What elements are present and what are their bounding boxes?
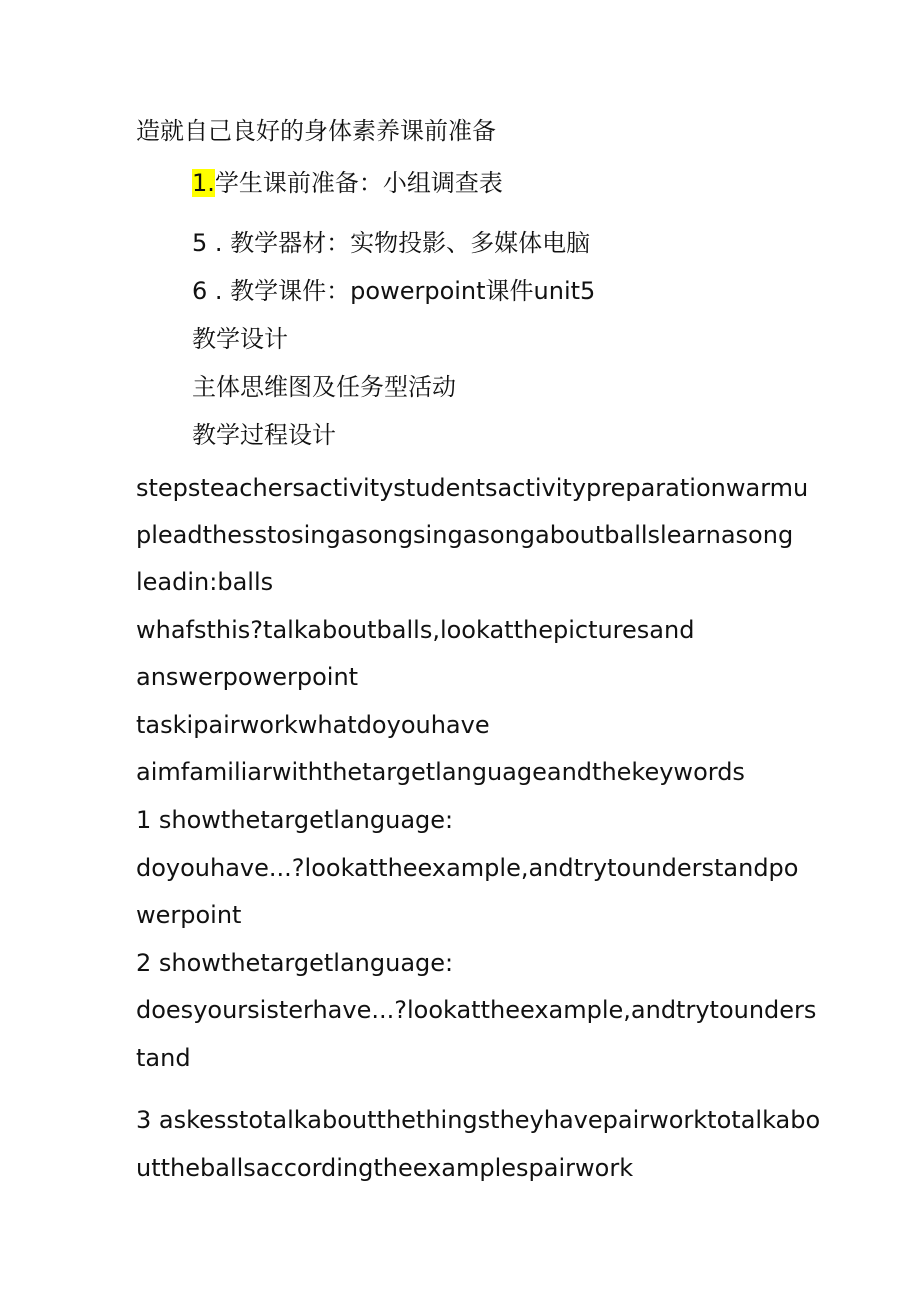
body-line: uttheballsaccordingtheexamplespairwork: [136, 1154, 634, 1182]
body-line: doyouhave...?lookattheexample,andtrytounderstandpo: [136, 854, 799, 882]
body-line: stepsteachersactivitystudentsactivitypreparationwarmu: [136, 474, 809, 502]
list-item-6: [192, 276, 595, 306]
section-process-design: 教学过程设计: [192, 421, 336, 449]
section-teaching-design: 教学设计: [192, 325, 288, 353]
body-line: leadin:balls: [136, 568, 274, 596]
document-heading: 造就自己良好的身体素养课前准备: [136, 117, 496, 145]
list-item-text: . 教学课件：powerpoint课件unit5: [207, 277, 596, 305]
body-line: pleadthesstosingasongsingasongaboutballslearnasong: [136, 521, 794, 549]
list-item-1: [192, 168, 503, 198]
body-line: 1 showthetargetlanguage:: [136, 806, 454, 834]
body-line: aimfamiliarwiththetargetlanguageandthekeywords: [136, 758, 745, 786]
list-item-number: 5: [192, 229, 208, 257]
list-item-text: . 教学器材：实物投影、多媒体电脑: [207, 229, 591, 257]
body-line: whafsthis?talkaboutballs,lookatthepicturesand: [136, 616, 695, 644]
list-item-number: 6: [192, 277, 208, 305]
section-mind-map: 主体思维图及任务型活动: [192, 373, 456, 401]
body-line: doesyoursisterhave...?lookattheexample,andtrytounders: [136, 996, 817, 1024]
list-item-5: [192, 228, 590, 258]
body-line: 3 askesstotalkaboutthethingstheyhavepairworktotalkabo: [136, 1106, 821, 1134]
body-line: werpoint: [136, 901, 242, 929]
body-line: answerpowerpoint: [136, 663, 359, 691]
list-item-text: 学生课前准备：小组调查表: [214, 169, 503, 197]
list-item-number-highlighted: 1.: [192, 169, 215, 197]
body-line: 2 showthetargetlanguage:: [136, 949, 454, 977]
body-line: tand: [136, 1044, 191, 1072]
body-line: taskipairworkwhatdoyouhave: [136, 711, 490, 739]
